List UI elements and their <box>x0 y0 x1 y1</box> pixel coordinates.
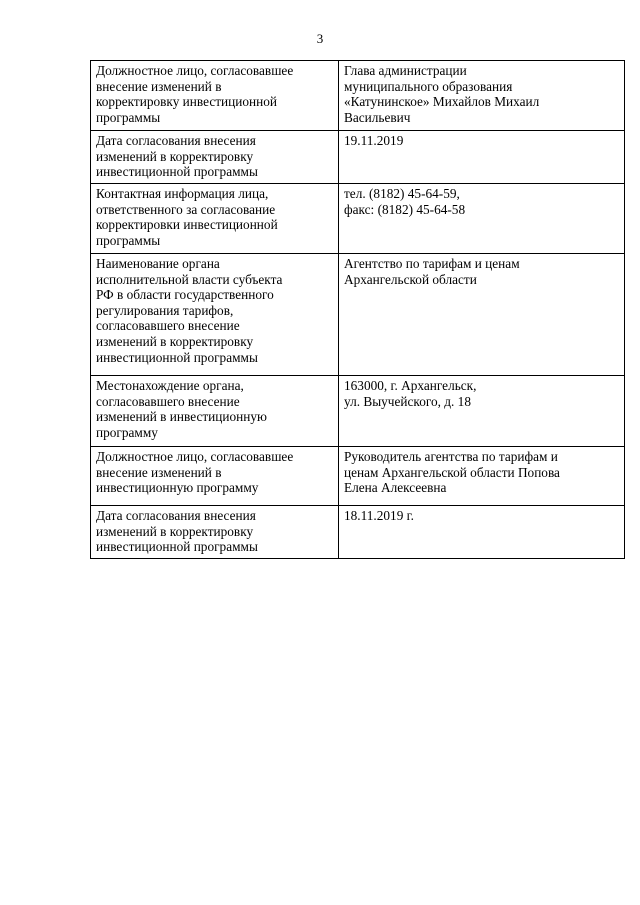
label-line: корректировки инвестиционной <box>96 217 278 233</box>
label-line: Должностное лицо, согласовавшее <box>96 449 294 464</box>
label-line: изменений в корректировку <box>96 333 254 349</box>
row-label-cell <box>91 61 339 131</box>
row-value-cell <box>339 447 625 506</box>
label-line: внесение изменений в <box>96 464 222 480</box>
row-label-cell <box>91 184 339 254</box>
label-line: инвестиционной программы <box>96 164 258 180</box>
row-value-cell <box>339 254 625 376</box>
label-line: инвестиционной программы <box>96 349 258 365</box>
page-number: 3 <box>316 31 324 46</box>
approval-info-table <box>90 60 625 559</box>
label-line: программы <box>96 232 161 248</box>
label-line: программу <box>96 424 158 440</box>
label-line: Дата согласования внесения <box>96 508 256 523</box>
row-value-cell <box>339 506 625 559</box>
table-row <box>91 376 625 447</box>
value-line: Руководитель агентства по тарифам и <box>344 449 558 464</box>
table-row <box>91 131 625 184</box>
label-line: Контактная информация лица, <box>96 186 269 201</box>
row-label-cell <box>91 254 339 376</box>
table-row <box>91 506 625 559</box>
label-line: инвестиционную программу <box>96 480 259 496</box>
label-line: ответственного за согласование <box>96 201 276 217</box>
row-label-cell <box>91 376 339 447</box>
value-line: тел. (8182) 45-64-59, <box>344 186 460 201</box>
row-label-cell <box>91 447 339 506</box>
label-line: внесение изменений в <box>96 78 222 94</box>
table-row <box>91 184 625 254</box>
label-line: корректировку инвестиционной <box>96 94 278 110</box>
label-line: Наименование органа <box>96 256 220 271</box>
value-line: ул. Выучейского, д. 18 <box>344 393 471 409</box>
label-line: изменений в корректировку <box>96 148 254 164</box>
label-line: изменений в корректировку <box>96 523 254 539</box>
label-line: программы <box>96 109 161 125</box>
label-line: Дата согласования внесения <box>96 133 256 148</box>
value-line: Глава администрации <box>344 63 467 78</box>
value-line: 163000, г. Архангельск, <box>344 378 477 393</box>
value-line: Васильевич <box>344 109 411 125</box>
row-value-cell <box>339 131 625 184</box>
row-label-cell <box>91 131 339 184</box>
table-row <box>91 254 625 376</box>
label-line: РФ в области государственного <box>96 287 274 303</box>
row-label-cell <box>91 506 339 559</box>
row-value-cell <box>339 61 625 131</box>
row-value-cell <box>339 184 625 254</box>
label-line: регулирования тарифов, <box>96 302 234 318</box>
table-row <box>91 61 625 131</box>
value-line: «Катунинское» Михайлов Михаил <box>344 94 540 110</box>
label-line: согласовавшего внесение <box>96 318 240 334</box>
label-line: инвестиционной программы <box>96 539 258 555</box>
row-value-cell <box>339 376 625 447</box>
label-line: Местонахождение органа, <box>96 378 244 393</box>
value-line: факс: (8182) 45-64-58 <box>344 201 466 217</box>
table-row <box>91 447 625 506</box>
label-line: исполнительной власти субъекта <box>96 271 283 287</box>
label-line: изменений в инвестиционную <box>96 409 267 425</box>
value-line: Агентство по тарифам и ценам <box>344 256 520 271</box>
value-line: ценам Архангельской области Попова <box>344 464 560 480</box>
value-line: муниципального образования <box>344 78 513 94</box>
value-line: Елена Алексеевна <box>344 480 447 496</box>
value-line: Архангельской области <box>344 271 477 287</box>
value-line: 19.11.2019 <box>344 133 404 148</box>
label-line: согласовавшего внесение <box>96 393 240 409</box>
value-line: 18.11.2019 г. <box>344 508 414 523</box>
label-line: Должностное лицо, согласовавшее <box>96 63 294 78</box>
